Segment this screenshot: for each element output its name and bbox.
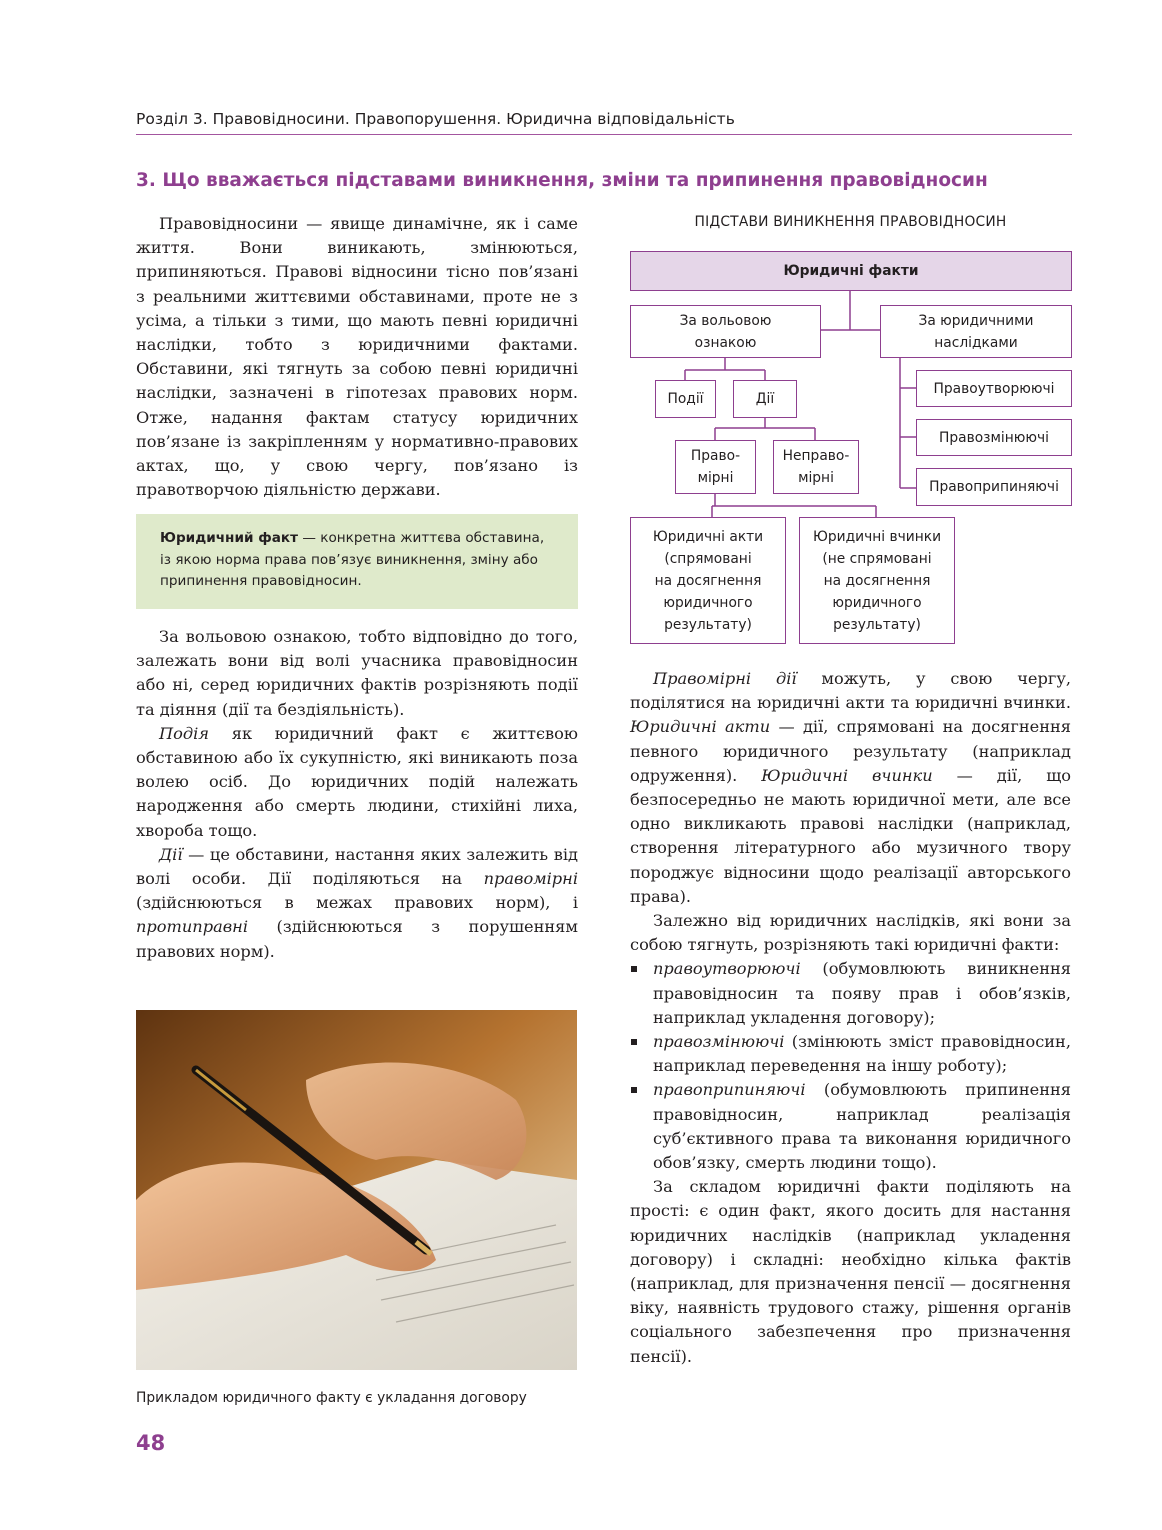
term-terminating: правоприпиняючі	[653, 1080, 806, 1100]
page-number: 48	[136, 1431, 166, 1455]
term-lawful-actions: Правомірні дії	[653, 669, 797, 688]
paragraph-event	[136, 722, 578, 843]
diagram-actions: Дії	[733, 380, 797, 418]
diagram-changing: Правозмінюючі	[916, 419, 1072, 456]
paragraph-volitional: За вольовою ознакою, тобто відповідно до того, залежать вони від волі учасника правовідносин або ні, серед юридичних фактів розрізняють події та діяння (дії та бездіяльність).	[136, 626, 578, 719]
consequences-list	[630, 957, 1071, 1175]
paragraph-lawful-actions	[630, 667, 1071, 909]
paragraph-actions	[136, 843, 578, 964]
terminating-text: (обумовлюють припинення правовідносин, наприклад реалізація суб’єктивного права та виконання юридичного обов’язку, смерть людини тощо).	[653, 1080, 1071, 1173]
connector-lawful-acts	[712, 494, 876, 517]
connector-actions-lawful	[715, 418, 815, 440]
diagram-title: ПІДСТАВИ ВИНИКНЕННЯ ПРАВОВІДНОСИН	[694, 214, 1007, 230]
paragraph-composition: За складом юридичні факти поділяють на прості: є один факт, якого досить для настання юридичних наслідків (наприклад укладення договору) і складні: необхідно кілька фактів (наприклад, для призначення пенсії — досягнення віку, наявність трудового стажу, рішення органів соціального забезпечення про призначення пенсії).	[630, 1177, 1071, 1366]
term-actions: Дії	[159, 844, 183, 864]
term-event: Подія	[159, 723, 210, 743]
event-text: як юридичний факт є життєвою обставиною або їх сукупністю, які виникають поза волею осіб. До юридичних подій належать народження або смерть людини, стихійні лиха, хвороба тощо.	[136, 723, 578, 840]
term-creating: правоутворюючі	[653, 959, 801, 979]
diagram-root-legal-facts: Юридичні факти	[630, 251, 1072, 291]
diagram-volitional: За вольовою ознакою	[630, 305, 821, 358]
section-title: 3. Що вважається підставами виникнення, зміни та припинення правовідносин	[136, 170, 988, 191]
list-item	[630, 1078, 1071, 1175]
changing-text: (змінюють зміст правовідносин, наприклад переведення на іншу роботу);	[653, 1032, 1071, 1076]
actions-text-a: — це обставини, настання яких залежить від волі особи. Дії поділяються на	[136, 844, 578, 888]
diagram-legal-deeds: Юридичні вчинки (не спрямовані на досягнення юридичного результату)	[799, 517, 955, 644]
connector-root-split	[821, 290, 880, 330]
definition-term: Юридичний факт	[160, 530, 298, 547]
right-column	[630, 667, 1071, 1369]
lawful-actions-text-c: — дії, що безпосередньо не мають юридичної мети, але все одно викликають правові наслідки (наприклад, створення літературного або музичного твору породжує відносини щодо реалізації авторського права).	[630, 765, 1071, 906]
diagram-consequences: За юридичними наслідками	[880, 305, 1072, 358]
paragraph-intro: Правовідносини — явище динамічне, як і саме життя. Вони виникають, змінюються, припиняються. Правові відносини тісно пов’язані з реальними життєвими обставинами, проте не з усіма, а тільки з тими, що мають певні юридичні наслідки, тобто з юридичними фактами. Обставини, які тягнуть за собою певні юридичні наслідки, зазначені в гіпотезах правових норм. Отже, надання фактам статусу юридичних пов’язане із закріпленням у нормативно-правових актах, що, у свою чергу, пов’язано із правотворчою діяльністю держави.	[136, 214, 578, 500]
term-legal-acts: Юридичні акти	[630, 717, 771, 737]
lawful-actions-text-b: — дії, спрямовані на досягнення певного юридичного результату (наприклад одруження).	[630, 717, 1071, 785]
connector-consequences-types	[900, 358, 916, 488]
term-legal-deeds: Юридичні вчинки	[761, 765, 933, 785]
running-head: Розділ 3. Правовідносини. Правопорушення. Юридична відповідальність	[136, 110, 1072, 135]
contract-signing-photo	[136, 1010, 577, 1370]
actions-text-c: (здійснюються з порушенням правових норм).	[136, 917, 578, 961]
diagram-events: Події	[655, 380, 716, 418]
term-unlawful: протиправні	[136, 917, 249, 937]
diagram-legal-acts: Юридичні акти (спрямовані на досягнення юридичного результату)	[630, 517, 786, 644]
term-changing: правозмінюючі	[653, 1032, 785, 1052]
photo-caption: Прикладом юридичного факту є укладання договору	[136, 1390, 527, 1406]
definition-text: — конкретна життєва обставина, із якою норма права пов’язує виникнення, зміну або припинення правовідносин.	[160, 530, 545, 590]
term-lawful: правомірні	[483, 868, 578, 888]
photo-illustration	[136, 1010, 577, 1370]
list-item	[630, 957, 1071, 1030]
connector-volitional-events	[685, 358, 765, 380]
list-item	[630, 1030, 1071, 1078]
actions-text-b: (здійснюються в межах правових норм), і	[136, 893, 578, 913]
creating-text: (обумовлюють виникнення правовідносин та появу прав і обов’язків, наприклад укладення договору);	[653, 959, 1071, 1027]
diagram-creating: Правоутворюючі	[916, 370, 1072, 407]
diagram-unlawful: Неправо- мірні	[773, 440, 859, 494]
paragraph-consequences: Залежно від юридичних наслідків, які вони за собою тягнуть, розрізняють такі юридичні факти:	[630, 911, 1071, 955]
diagram-terminating: Правоприпиняючі	[916, 468, 1072, 506]
diagram-lawful: Право- мірні	[675, 440, 756, 494]
lawful-actions-text-a: можуть, у свою чергу, поділятися на юридичні акти та юридичні вчинки.	[630, 669, 1072, 713]
